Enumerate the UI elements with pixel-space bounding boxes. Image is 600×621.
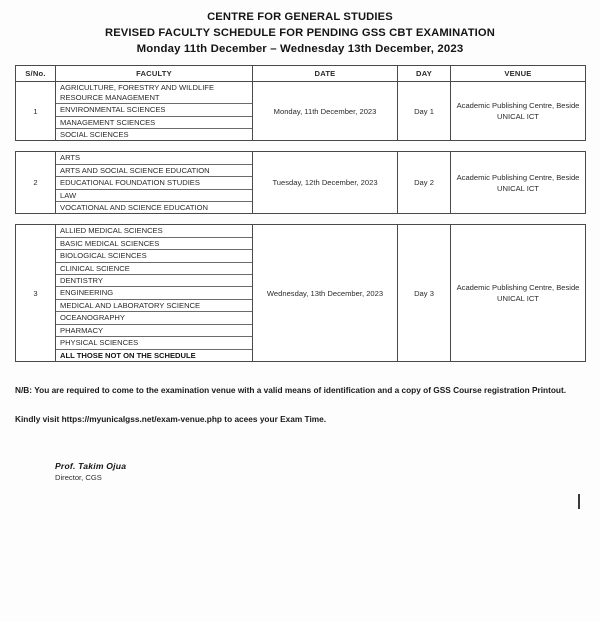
row-venue: Academic Publishing Centre, Beside UNICAL ICT bbox=[451, 152, 586, 214]
block-spacer bbox=[0, 141, 600, 151]
row-venue: Academic Publishing Centre, Beside UNICAL ICT bbox=[451, 82, 586, 141]
row-day: Day 1 bbox=[398, 82, 451, 141]
table-row bbox=[16, 82, 586, 141]
faculty-item: ARTS bbox=[56, 152, 252, 164]
faculty-item: ARTS AND SOCIAL SCIENCE EDUCATION bbox=[56, 165, 252, 177]
document-notes bbox=[0, 384, 600, 427]
text-cursor-caret bbox=[578, 494, 580, 509]
row-faculty-list bbox=[56, 82, 253, 141]
heading-line-3: Monday 11th December – Wednesday 13th December, 2023 bbox=[136, 43, 464, 55]
row-faculty-list bbox=[56, 152, 253, 214]
faculty-item: ALLIED MEDICAL SCIENCES bbox=[56, 225, 252, 237]
note-nb: N/B: You are required to come to the examination venue with a valid means of identification and a copy of GSS Course registration Printout. bbox=[15, 384, 567, 395]
row-serial-number: 3 bbox=[16, 225, 56, 361]
faculty-item: PHYSICAL SCIENCES bbox=[56, 337, 252, 349]
faculty-item: VOCATIONAL AND SCIENCE EDUCATION bbox=[60, 203, 208, 213]
row-date: Wednesday, 13th December, 2023 bbox=[253, 225, 398, 361]
table-row bbox=[16, 225, 586, 361]
row-venue: Academic Publishing Centre, Beside UNICAL ICT bbox=[451, 225, 586, 361]
faculty-item: OCEANOGRAPHY bbox=[56, 312, 252, 324]
signatory-name: Prof. Takim Ojua bbox=[55, 461, 127, 472]
schedule-table-2 bbox=[15, 151, 586, 214]
faculty-item: MANAGEMENT SCIENCES bbox=[56, 117, 252, 129]
column-header-venue: VENUE bbox=[451, 66, 586, 82]
row-date: Monday, 11th December, 2023 bbox=[253, 82, 398, 141]
column-header-day: DAY bbox=[398, 66, 451, 82]
schedule-table-1 bbox=[15, 65, 586, 141]
column-header-date: DATE bbox=[253, 66, 398, 82]
schedule-block-2 bbox=[0, 151, 600, 214]
heading-line-1: CENTRE FOR GENERAL STUDIES bbox=[207, 11, 393, 23]
row-serial-number: 1 bbox=[16, 82, 56, 141]
faculty-item: BIOLOGICAL SCIENCES bbox=[56, 250, 252, 262]
table-header-row bbox=[16, 66, 586, 82]
row-day: Day 3 bbox=[398, 225, 451, 361]
faculty-item: CLINICAL SCIENCE bbox=[56, 263, 252, 275]
faculty-item: BASIC MEDICAL SCIENCES bbox=[56, 238, 252, 250]
signature-block bbox=[0, 461, 600, 482]
column-header-sno: S/No. bbox=[16, 66, 56, 82]
schedule-block-1 bbox=[0, 65, 600, 141]
faculty-item-catchall: ALL THOSE NOT ON THE SCHEDULE bbox=[60, 350, 196, 360]
document-heading bbox=[0, 0, 600, 58]
faculty-item: AGRICULTURE, FORESTRY AND WILDLIFE RESOURCE MANAGEMENT bbox=[56, 82, 252, 104]
faculty-item: MEDICAL AND LABORATORY SCIENCE bbox=[56, 300, 252, 312]
faculty-item: SOCIAL SCIENCES bbox=[60, 130, 129, 139]
table-row bbox=[16, 152, 586, 214]
faculty-item: ENGINEERING bbox=[56, 287, 252, 299]
block-spacer bbox=[0, 214, 600, 224]
note-exam-time-link: Kindly visit https://myunicalgss.net/exam-venue.php to acees your Exam Time. bbox=[15, 414, 327, 425]
row-serial-number: 2 bbox=[16, 152, 56, 214]
faculty-item: PHARMACY bbox=[56, 325, 252, 337]
faculty-item: LAW bbox=[56, 190, 252, 202]
row-faculty-list bbox=[56, 225, 253, 361]
column-header-faculty: FACULTY bbox=[56, 66, 253, 82]
signatory-title: Director, CGS bbox=[55, 473, 102, 483]
heading-line-2: REVISED FACULTY SCHEDULE FOR PENDING GSS CBT EXAMINATION bbox=[104, 27, 496, 39]
faculty-item: DENTISTRY bbox=[56, 275, 252, 287]
row-day: Day 2 bbox=[398, 152, 451, 214]
schedule-table-3 bbox=[15, 224, 586, 361]
faculty-item: ENVIRONMENTAL SCIENCES bbox=[56, 104, 252, 116]
row-date: Tuesday, 12th December, 2023 bbox=[253, 152, 398, 214]
faculty-item: EDUCATIONAL FOUNDATION STUDIES bbox=[56, 177, 252, 189]
schedule-block-3 bbox=[0, 224, 600, 361]
